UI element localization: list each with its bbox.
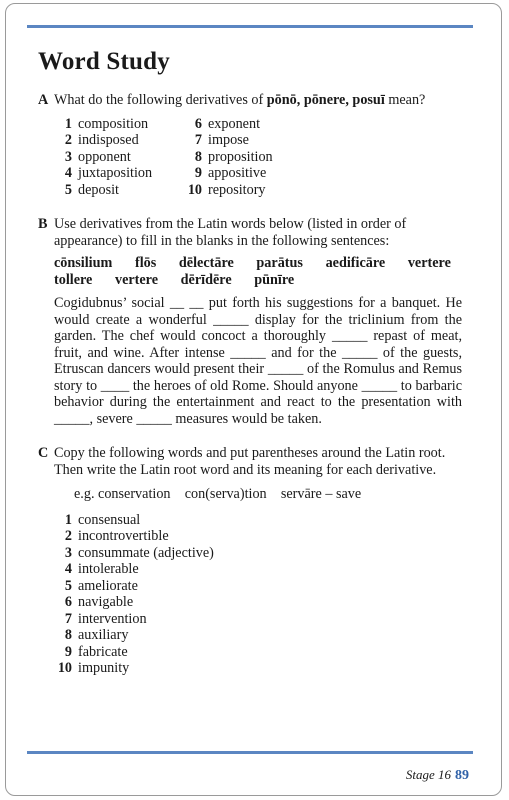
list-item	[54, 182, 184, 199]
list-item	[54, 561, 462, 578]
item-number: 8	[194, 148, 202, 165]
item-word: impunity	[78, 660, 130, 676]
fill-in-paragraph: Cogidubnus’ social __ __ put forth his suggestions for a banquet. He would create a wonderful _____ display for the triclinium from the garden. The chef would concoct a thoroughly _____ repast of meat, fruit, and wine. After intense _____ and for the _____ of the guests, Etruscan dancers would present their _____ of the Romulus and Remus story to ____ the heroes of old Rome. Should anyone _____ to barbaric behavior during the entertainment and react to the presentation with _____, severe _____ measures would be taken.	[54, 295, 462, 427]
list-item	[184, 116, 334, 133]
item-word: proposition	[208, 148, 273, 165]
list-item	[54, 132, 184, 149]
item-word: deposit	[78, 181, 119, 198]
item-word: consensual	[78, 511, 141, 528]
item-number: 1	[64, 511, 72, 528]
prompt-text: What do the following derivatives of	[54, 92, 267, 108]
item-number: 8	[64, 627, 72, 643]
list-item	[184, 132, 334, 149]
item-word: consummate (adjective)	[78, 544, 214, 561]
item-number: 2	[64, 528, 72, 544]
item-word: fabricate	[78, 643, 128, 660]
item-word: juxtaposition	[78, 165, 153, 181]
section-b	[38, 216, 462, 427]
page-number: 89	[455, 768, 469, 783]
section-c	[38, 445, 462, 677]
list-item	[54, 116, 184, 133]
section-a-word-list	[54, 116, 462, 199]
latin-word-bank-line-1: cōnsilium flōs dēlectāre parātus aedificāre vertere	[54, 255, 451, 271]
item-word: ameliorate	[78, 577, 138, 594]
item-number: 4	[64, 561, 72, 577]
list-item	[54, 594, 462, 611]
prompt-text-end: mean?	[384, 92, 426, 108]
item-number: 10	[187, 181, 202, 198]
item-number: 5	[64, 577, 72, 594]
item-number: 10	[57, 660, 72, 676]
item-number: 4	[64, 165, 72, 181]
list-item	[54, 165, 184, 182]
content	[38, 92, 462, 677]
stage-label: Stage 16	[405, 767, 451, 782]
item-number: 7	[194, 132, 202, 148]
item-number: 9	[64, 643, 72, 660]
item-word: impose	[208, 132, 249, 148]
section-letter-c: C	[38, 445, 49, 461]
item-number: 5	[64, 181, 72, 198]
item-number: 6	[64, 594, 72, 610]
list-item	[184, 182, 334, 199]
list-item	[54, 644, 462, 661]
section-b-intro: Use derivatives from the Latin words below (listed in order of appearance) to fill in the blanks in the following sentences:	[54, 216, 407, 249]
item-word: navigable	[78, 594, 134, 610]
list-item	[54, 512, 462, 529]
item-number: 3	[64, 148, 72, 165]
item-word: intervention	[78, 610, 147, 627]
section-a	[38, 92, 462, 198]
section-letter-b: B	[38, 216, 48, 232]
list-item	[184, 165, 334, 182]
item-word: indisposed	[78, 132, 139, 148]
item-word: auxiliary	[78, 627, 129, 643]
item-word: appositive	[208, 165, 267, 181]
item-word: exponent	[208, 115, 261, 132]
item-word: opponent	[78, 148, 131, 165]
item-number: 2	[64, 132, 72, 148]
prompt-latin-words: pōnō, pōnere, posuī	[266, 92, 385, 108]
list-item	[54, 545, 462, 562]
latin-word-bank-line-2: tollere vertere dērīdēre pūnīre	[54, 271, 295, 288]
item-word: composition	[78, 115, 149, 132]
item-word: repository	[208, 181, 266, 198]
list-item	[54, 528, 462, 545]
example-line: e.g. conservation con(serva)tion servāre – save	[74, 486, 362, 502]
section-c-intro: Copy the following words and put parentheses around the Latin root. Then write the Latin root word and its meaning for each derivative.	[54, 445, 446, 478]
item-number: 6	[194, 115, 202, 132]
item-number: 1	[64, 115, 72, 132]
item-word: incontrovertible	[78, 528, 169, 544]
item-word: intolerable	[78, 561, 139, 577]
item-number: 3	[64, 544, 72, 561]
section-c-word-list	[54, 512, 462, 677]
section-letter-a: A	[38, 92, 49, 108]
bottom-rule	[27, 751, 473, 754]
list-item	[54, 578, 462, 595]
top-rule	[27, 25, 473, 28]
list-item	[54, 611, 462, 628]
item-number: 7	[64, 610, 72, 627]
page-footer	[406, 767, 469, 784]
list-item	[184, 149, 334, 166]
latin-word-bank	[54, 255, 462, 288]
list-item	[54, 149, 184, 166]
list-item	[54, 627, 462, 644]
list-item	[54, 660, 462, 677]
item-number: 9	[194, 165, 202, 181]
section-a-prompt	[54, 92, 462, 109]
page-title: Word Study	[38, 48, 170, 75]
